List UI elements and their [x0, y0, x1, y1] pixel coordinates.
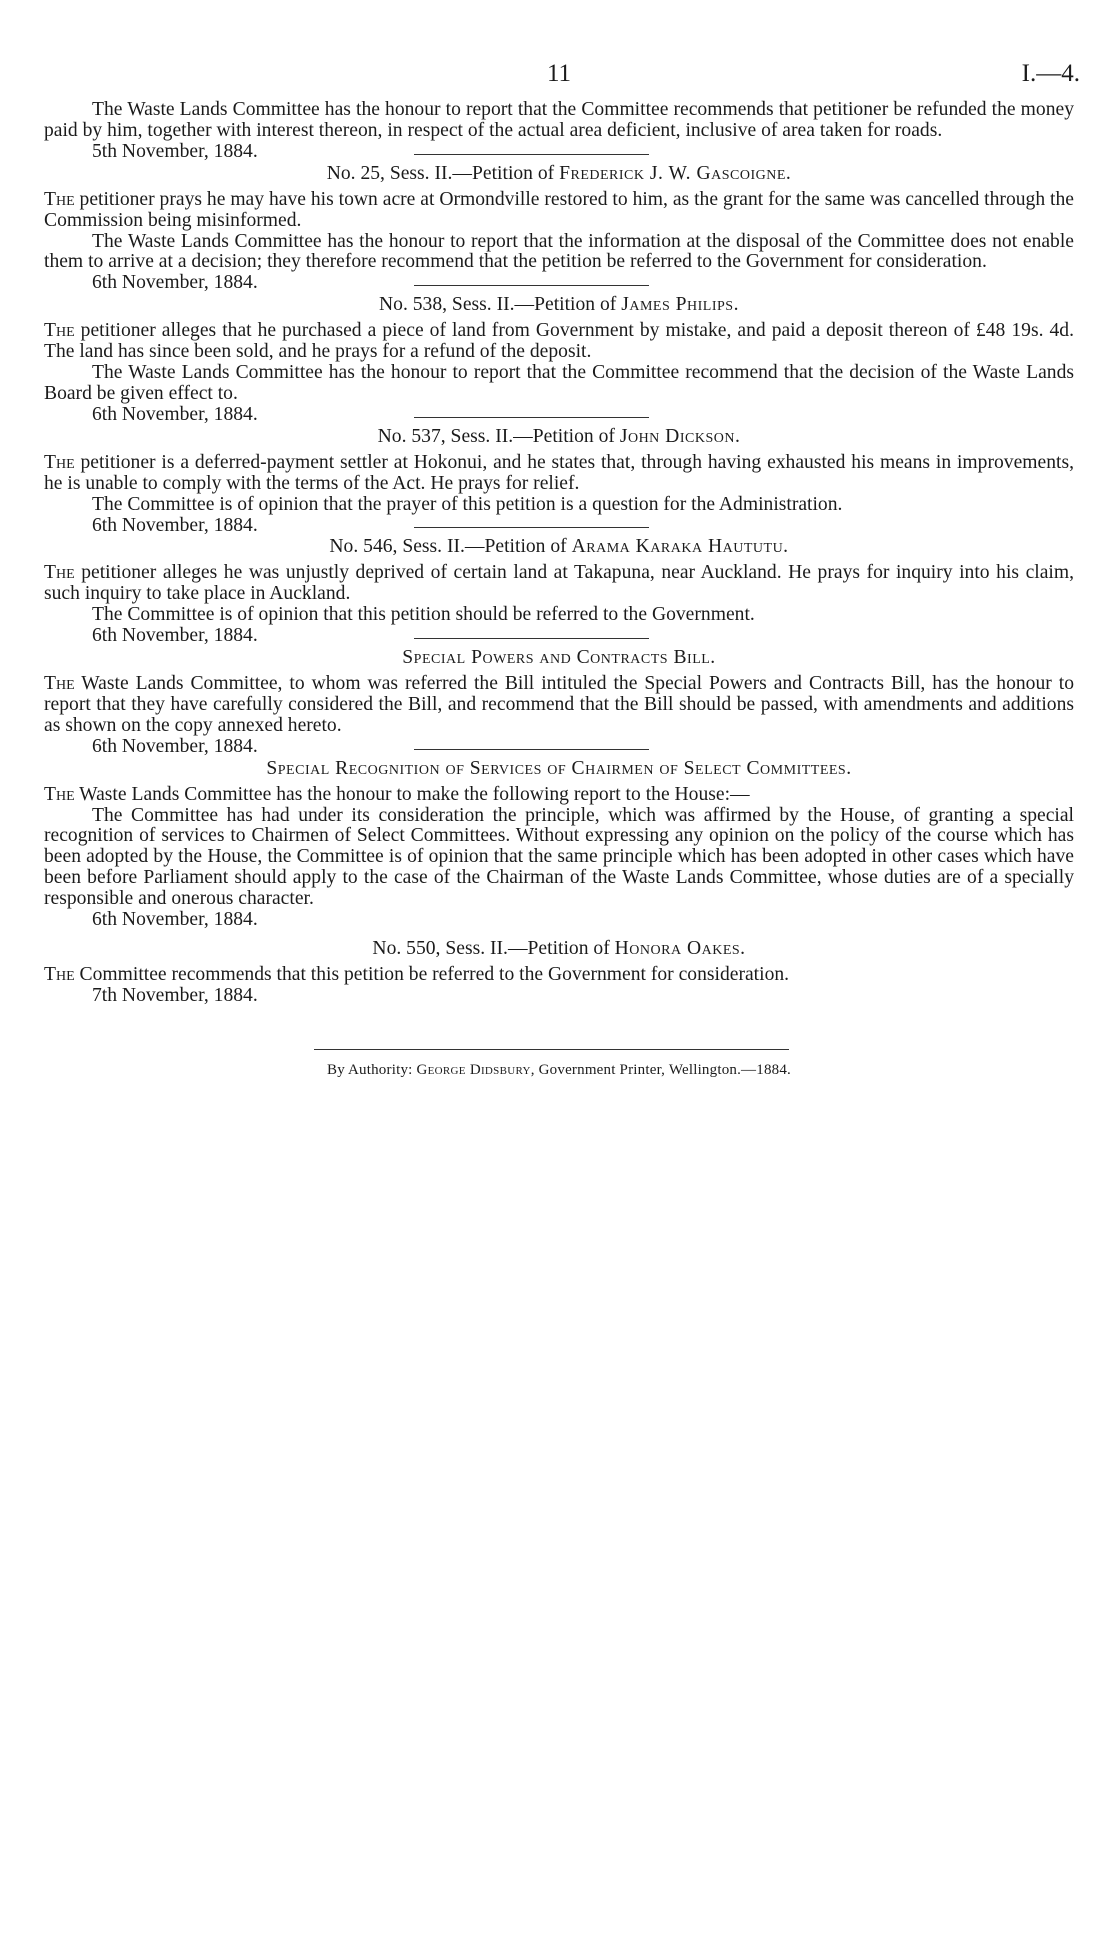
intro-paragraph: The Waste Lands Committee has the honour to report that the Committee recommends that petitioner be refunded the money paid by him, together with interest thereon, in respect of the actual area deficient, inclusive of area taken for roads.: [44, 99, 1074, 141]
special-recognition-intro: [44, 785, 1074, 806]
committee-report: The Committee is of opinion that the prayer of this petition is a question for the Administration.: [92, 493, 843, 515]
imprint-prefix: By Authority:: [326, 1061, 417, 1078]
petition-text: petitioner is a deferred-payment settler at Hokonui, and he states that, through having exhausted his means in improvements, he is unable to comply with the terms of the Act. He prays for relief.: [44, 451, 1074, 494]
petition-heading: [44, 536, 1074, 558]
petition-section: [44, 163, 1074, 295]
lead-word: The: [44, 188, 75, 210]
petition-section: [44, 294, 1074, 426]
committee-report: The Waste Lands Committee has the honour to report that the Committee recommend that the decision of the Waste Lands Board be given effect to.: [44, 362, 1074, 404]
section-divider: [414, 638, 649, 639]
petition-text: petitioner alleges he was unjustly deprived of certain land at Takapuna, near Auckland. He prays for inquiry into his claim, such inquiry to take place in Auckland.: [44, 562, 1074, 605]
page-number: 11: [546, 60, 572, 87]
report-date: 6th November, 1884.: [92, 403, 258, 425]
petition-heading: [44, 294, 1074, 316]
lead-word: The: [44, 320, 75, 342]
imprint-suffix: , Government Printer, Wellington.—1884.: [530, 1061, 792, 1078]
petition-text: petitioner prays he may have his town acre at Ormondville restored to him, as the grant for the same was cancelled through the Commission being misinformed.: [44, 188, 1074, 231]
document-page: [44, 0, 1080, 1079]
petition-section: [44, 536, 1074, 647]
lead-word: The: [44, 964, 75, 985]
report-date: 6th November, 1884.: [92, 735, 258, 757]
special-powers-text: Waste Lands Committee, to whom was referred the Bill intituled the Special Powers and Contracts Bill, has the honour to report that they have carefully considered the Bill, and recommend that the Bill should be passed, with amendments and additions as shown on the copy annexed hereto.: [44, 673, 1074, 736]
special-recognition-section: [44, 758, 1074, 931]
report-date: 6th November, 1884.: [92, 514, 258, 536]
page-header: [44, 0, 1080, 100]
petitioner-name: Arama Karaka Haututu.: [571, 536, 789, 558]
committee-report: The Waste Lands Committee has the honour to report that the information at the disposal of the Committee does not enable them to arrive at a decision; they therefore recommend that the petition be referred to the Government for consideration.: [44, 230, 1074, 273]
document-reference: I.—4.: [1021, 60, 1080, 87]
petition-heading-prefix: No. 550, Sess. II.—Petition of: [372, 938, 615, 959]
report-date: 6th November, 1884.: [92, 625, 258, 647]
lead-word: The: [44, 783, 75, 805]
footer-divider: [314, 1049, 789, 1050]
lead-word: The: [44, 562, 75, 584]
special-powers-heading: Special Powers and Contracts Bill.: [402, 647, 716, 669]
report-date: 6th November, 1884.: [92, 272, 258, 294]
special-powers-paragraph: [44, 674, 1074, 737]
section-divider: [414, 285, 649, 286]
petition-paragraph: [44, 453, 1074, 495]
section-divider: [414, 749, 649, 750]
report-date: 6th November, 1884.: [92, 909, 258, 931]
intro-date: 5th November, 1884.: [92, 140, 258, 162]
section-divider: [414, 154, 649, 155]
petition-heading: [44, 163, 1074, 185]
section-divider: [414, 417, 649, 418]
lead-word: The: [44, 451, 75, 473]
petition-text: petitioner alleges that he purchased a piece of land from Government by mistake, and paid a deposit thereon of £48 19s. 4d. The land has since been sold, and he prays for a refund of the deposit.: [44, 320, 1074, 363]
petition-heading-prefix: No. 537, Sess. II.—Petition of: [377, 425, 620, 447]
committee-report: The Committee is of opinion that this petition should be referred to the Government.: [92, 604, 755, 626]
petitioner-name: John Dickson.: [619, 425, 741, 447]
petition-text: Committee recommends that this petition be referred to the Government for consideration.: [74, 964, 790, 985]
petition-heading: [44, 426, 1074, 448]
printer-imprint: [44, 1062, 1074, 1079]
petition-heading: [44, 938, 1074, 960]
petition-paragraph: [44, 190, 1074, 232]
lead-word: The: [44, 673, 75, 695]
petition-section: [44, 938, 1074, 1007]
petition-heading-prefix: No. 25, Sess. II.—Petition of: [326, 162, 560, 184]
special-recognition-heading: Special Recognition of Services of Chairmen of Select Committees.: [266, 757, 852, 779]
printer-name: George Didsbury: [416, 1061, 531, 1078]
petition-paragraph: [44, 563, 1074, 605]
petitioner-name: Honora Oakes.: [614, 938, 746, 959]
special-powers-section: [44, 647, 1074, 758]
petition-heading-prefix: No. 538, Sess. II.—Petition of: [379, 294, 622, 316]
petition-paragraph: [44, 965, 1074, 986]
petitioner-name: Frederick J. W. Gascoigne.: [559, 162, 792, 184]
petition-section: [44, 426, 1074, 537]
petition-paragraph: [44, 321, 1074, 363]
special-recognition-intro-text: Waste Lands Committee has the honour to make the following report to the House:—: [74, 783, 750, 805]
petition-heading-prefix: No. 546, Sess. II.—Petition of: [329, 536, 572, 558]
section-divider: [414, 527, 649, 528]
special-recognition-body: The Committee has had under its consideration the principle, which was affirmed by the House, of granting a special recognition of services to Chairmen of Select Committees. Without expressing any opinion on the policy of the course which has been adopted by the House, the Committee is of opinion that the same principle which has been adopted in other cases which have been before Parliament should apply to the case of the Chairman of the Waste Lands Committee, whose duties are of a specially responsible and onerous character.: [44, 804, 1074, 910]
petitioner-name: James Philips.: [621, 294, 739, 316]
report-date: 7th November, 1884.: [92, 984, 258, 1006]
